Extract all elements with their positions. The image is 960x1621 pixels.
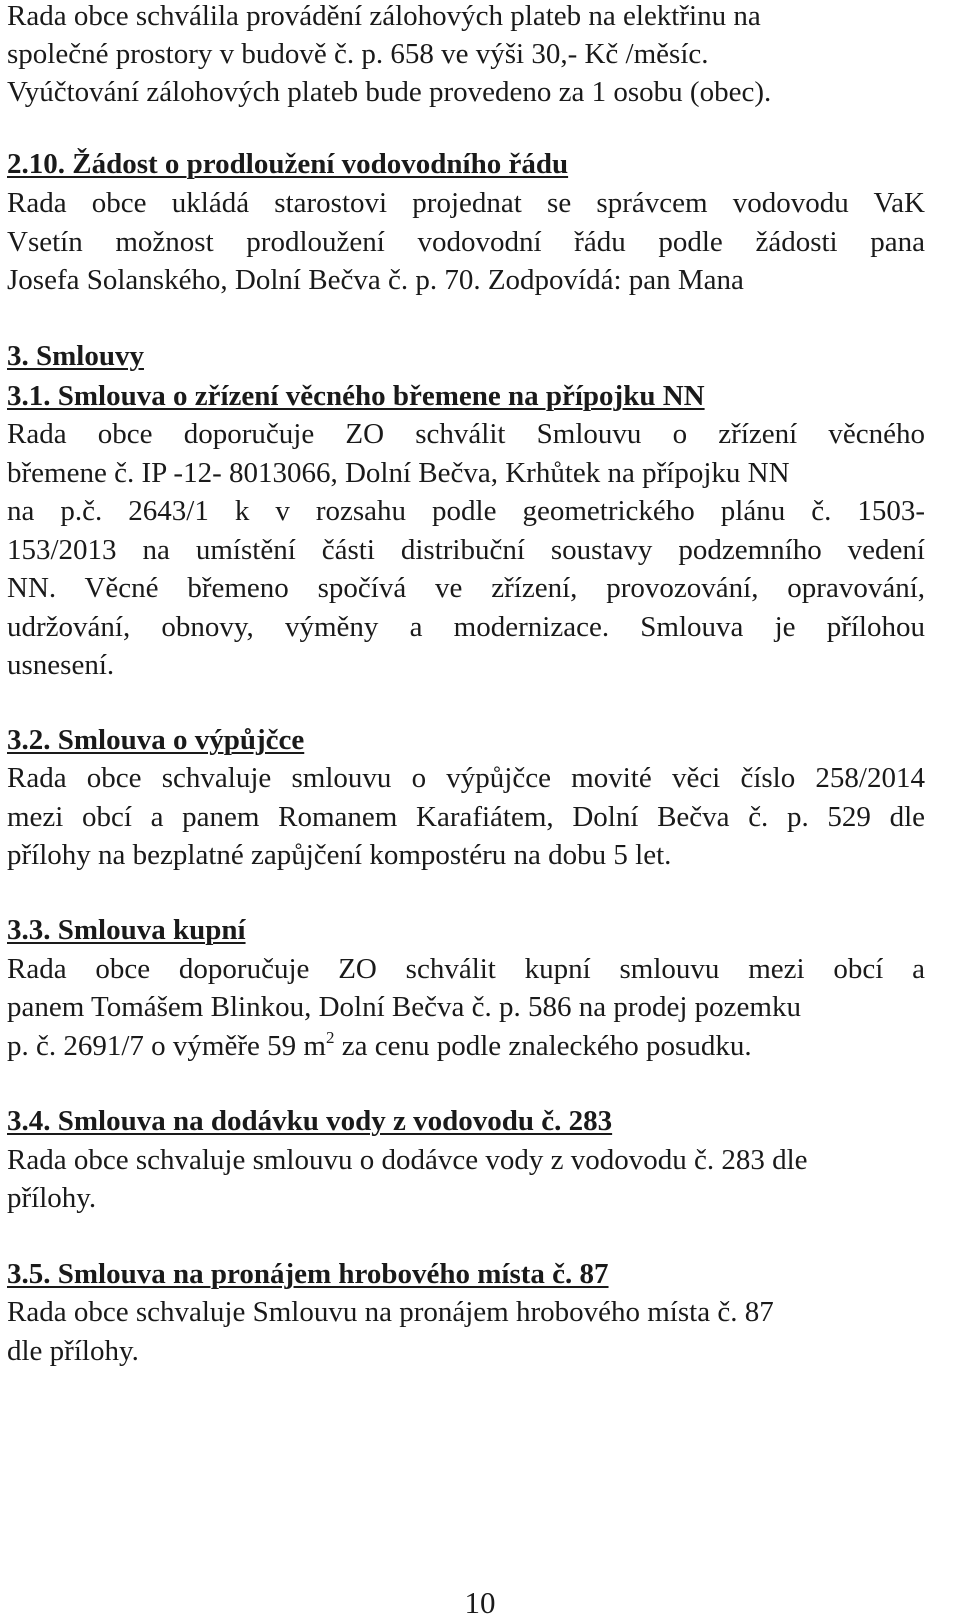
section-3-4-line-1: Rada obce schvaluje smlouvu o dodávce vody z vodovodu č. 283 dle	[7, 1144, 808, 1176]
section-3-2-line-2: mezi obcí a panem Romanem Karafiátem, Dolní Bečva č. p. 529 dle	[7, 801, 925, 833]
section-2-10-line-1: Rada obce ukládá starostovi projednat se správcem vodovodu VaK	[7, 187, 925, 219]
intro-line-2: společné prostory v budově č. p. 658 ve výši 30,- Kč /měsíc.	[7, 38, 709, 70]
section-3-5-heading: 3.5. Smlouva na pronájem hrobového místa č. 87	[7, 1258, 609, 1290]
section-2-10-line-2: Vsetín možnost prodloužení vodovodní řádu podle žádosti pana	[7, 226, 925, 258]
section-3-3-line-3	[7, 1028, 752, 1062]
section-3-2-heading: 3.2. Smlouva o výpůjčce	[7, 724, 305, 756]
section-3-1-line-4: 153/2013 na umístění části distribuční soustavy podzemního vedení	[7, 534, 925, 566]
section-3-2-line-1: Rada obce schvaluje smlouvu o výpůjčce movité věci číslo 258/2014	[7, 762, 925, 794]
squared-superscript: 2	[325, 1028, 335, 1047]
section-3-5-line-1: Rada obce schvaluje Smlouvu na pronájem hrobového místa č. 87	[7, 1296, 774, 1328]
section-3-3-heading: 3.3. Smlouva kupní	[7, 914, 246, 946]
section-3-3-line-2: panem Tomášem Blinkou, Dolní Bečva č. p. 586 na prodej pozemku	[7, 991, 801, 1023]
section-3-1-line-5: NN. Věcné břemeno spočívá ve zřízení, provozování, opravování,	[7, 572, 925, 604]
section-2-10-heading: 2.10. Žádost o prodloužení vodovodního řádu	[7, 148, 569, 180]
section-3-4-heading: 3.4. Smlouva na dodávku vody z vodovodu č. 283	[7, 1105, 613, 1137]
section-3-1-line-2: břemene č. IP -12- 8013066, Dolní Bečva, Krhůtek na přípojku NN	[7, 457, 790, 489]
section-3-3-line-3-text-end: za cenu podle znaleckého posudku.	[334, 1030, 752, 1062]
section-3-2-line-3: přílohy na bezplatné zapůjčení kompostéru na dobu 5 let.	[7, 839, 672, 871]
section-3-3-line-3-text: p. č. 2691/7 o výměře 59 m	[7, 1030, 326, 1062]
page-number: 10	[464, 1585, 496, 1620]
section-3-heading: 3. Smlouvy	[7, 340, 144, 372]
section-2-10-line-3: Josefa Solanského, Dolní Bečva č. p. 70. Zodpovídá: pan Mana	[7, 264, 744, 296]
section-3-4-line-2: přílohy.	[7, 1182, 97, 1214]
section-3-1-line-7: usnesení.	[7, 649, 115, 681]
section-3-1-line-3: na p.č. 2643/1 k v rozsahu podle geometrického plánu č. 1503-	[7, 495, 925, 527]
section-3-5-line-2: dle přílohy.	[7, 1335, 139, 1367]
intro-line-1: Rada obce schválila provádění zálohových plateb na elektřinu na	[7, 0, 761, 32]
section-3-1-heading: 3.1. Smlouva o zřízení věcného břemene na přípojku NN	[7, 380, 705, 412]
section-3-1-line-1: Rada obce doporučuje ZO schválit Smlouvu o zřízení věcného	[7, 418, 925, 450]
intro-line-3: Vyúčtování zálohových plateb bude provedeno za 1 osobu (obec).	[7, 76, 772, 108]
section-3-1-line-6: udržování, obnovy, výměny a modernizace. Smlouva je přílohou	[7, 611, 925, 643]
section-3-3-line-1: Rada obce doporučuje ZO schválit kupní smlouvu mezi obcí a	[7, 953, 925, 985]
